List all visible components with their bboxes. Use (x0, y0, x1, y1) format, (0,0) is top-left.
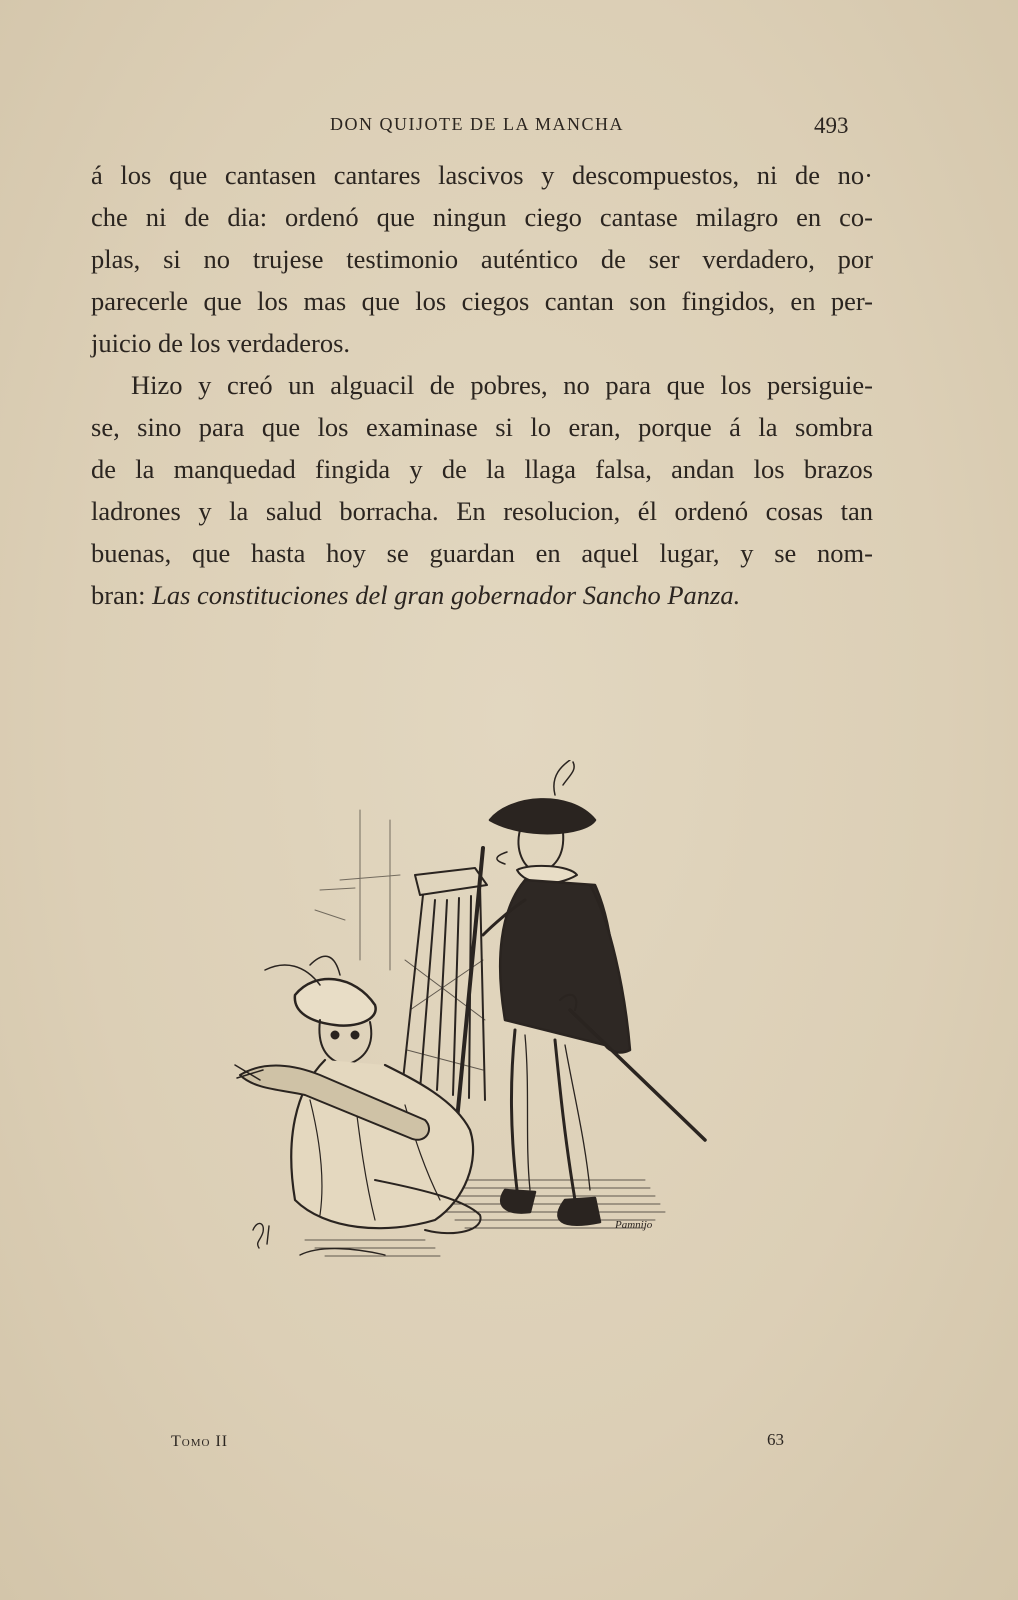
text-line: parecerle que los mas que los ciegos cantan son fingidos, en per- (91, 286, 873, 316)
text-line: ladrones y la salud borracha. En resolucion, él ordenó cosas tan (91, 496, 873, 526)
text-line: plas, si no trujese testimonio auténtico de ser verdadero, por (91, 244, 873, 274)
volume-mark: Tomo II (171, 1433, 229, 1450)
standing-guide (483, 760, 705, 1225)
illustrator-signature: Pamnijo (615, 1219, 653, 1231)
signature-mark: 63 (767, 1430, 784, 1449)
text-line-final (91, 574, 873, 616)
engraving-illustration (225, 760, 730, 1305)
text-line: che ni de dia: ordenó que ningun ciego cantase milagro en co- (91, 202, 873, 232)
sword (570, 1010, 705, 1140)
text-line: se, sino para que los examinase si lo eran, porque á la sombra (91, 412, 873, 442)
seated-musician (235, 956, 481, 1233)
text-line: buenas, que hasta hoy se guardan en aquel lugar, y se nom- (91, 538, 873, 568)
page-number: 493 (814, 113, 849, 138)
text-line: de la manquedad fingida y de la llaga falsa, andan los brazos (91, 454, 873, 484)
running-title: DON QUIJOTE DE LA MANCHA (330, 114, 624, 134)
text-line: Hizo y creó un alguacil de pobres, no para que los persiguie- (131, 370, 873, 400)
wall-sketch (315, 810, 400, 970)
text-line: juicio de los verdaderos. (91, 328, 351, 358)
text-line: á los que cantasen cantares lascivos y descompuestos, ni de no· (91, 160, 873, 190)
text-prefix: bran: (91, 580, 153, 610)
body-text (91, 154, 873, 616)
harp (403, 868, 487, 1100)
italic-title: Las constituciones del gran gobernador Sancho Panza. (152, 580, 741, 610)
